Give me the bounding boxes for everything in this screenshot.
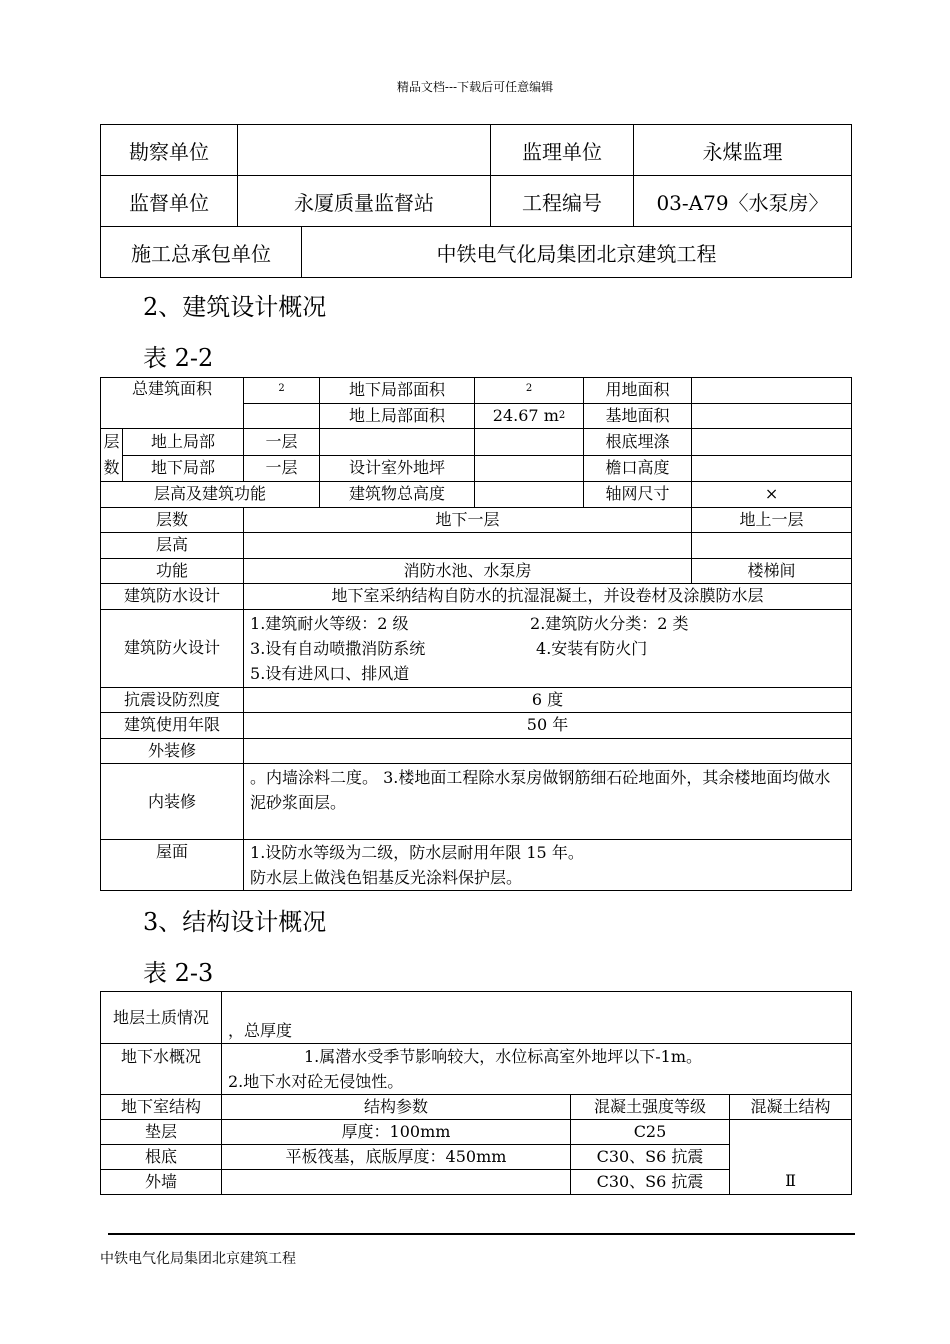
fire-label: 建筑防火设计 (101, 609, 244, 687)
fire-value: 1.建筑耐火等级：2 级 2.建筑防火分类：2 类 3.设有自动喷撒消防系统 4.安装有防火门 5.设有进风口、排风道 (244, 609, 852, 687)
floor-height-label: 层高 (101, 533, 244, 559)
waterproof-value: 地下室采纳结构自防水的抗湿混凝土，并设卷材及涂膜防水层 (244, 584, 852, 610)
grid-size-label: 轴网尺寸 (584, 482, 692, 508)
height-function-label: 层高及建筑功能 (101, 482, 320, 508)
total-height-label: 建筑物总高度 (320, 482, 475, 508)
total-area-sup: 2 (278, 383, 285, 394)
structure-table (100, 991, 852, 1195)
wall-params (222, 1170, 571, 1195)
service-life-value: 50 年 (244, 713, 852, 739)
exterior-label: 外装修 (101, 738, 244, 764)
interior-label: 内装修 (101, 764, 244, 840)
cushion-label: 垫层 (101, 1120, 222, 1145)
floors-label: 层数 (101, 429, 123, 482)
underground-one: 地下一层 (244, 507, 692, 533)
service-life-label: 建筑使用年限 (101, 713, 244, 739)
under-area-sup: 2 (525, 383, 533, 394)
under-part-label: 地下局部 (123, 455, 244, 482)
groundwater-label: 地下水概况 (101, 1044, 222, 1095)
contractor-label: 施工总承包单位 (101, 227, 302, 278)
architecture-table (100, 377, 852, 891)
interior-value: 。内墙涂料二度。 3.楼地面工程除水泵房做钢筋细石砼地面外，其余楼地面均做水泥砂浆面层。 (244, 764, 852, 840)
concrete-grade-label: 混凝土强度等级 (571, 1095, 730, 1120)
monitor-value: 永厦质量监督站 (238, 176, 491, 227)
land-area-label: 用地面积 (584, 378, 692, 404)
wall-grade: C30、S6 抗震 (571, 1170, 730, 1195)
project-no-label: 工程编号 (491, 176, 634, 227)
outdoor-ground-label: 设计室外地坪 (320, 455, 475, 482)
seismic-label: 抗震设防烈度 (101, 687, 244, 713)
soil-value: ，总厚度 (222, 992, 852, 1044)
roof-label: 屋面 (101, 840, 244, 891)
page-footer: 中铁电气化局集团北京建筑工程 (100, 1251, 296, 1267)
above-area-label: 地上局部面积 (320, 403, 475, 429)
waterproof-label: 建筑防水设计 (101, 584, 244, 610)
above-area-value: 24.67 $m^2$ (475, 403, 584, 429)
project-no-value: 03-A79〈水泵房〉 (634, 176, 852, 227)
base-area-label: 基地面积 (584, 403, 692, 429)
survey-value (238, 125, 491, 176)
grid-size-value: × (692, 482, 852, 508)
exterior-value (244, 738, 852, 764)
basement-label: 地下室结构 (101, 1095, 222, 1120)
foundation-depth-label: 根底埋涤 (584, 429, 692, 456)
footer-divider (108, 1233, 855, 1235)
contractor-value: 中铁电气化局集团北京建筑工程 (302, 227, 852, 278)
function-label: 功能 (101, 558, 244, 584)
floors-row-label: 层数 (101, 507, 244, 533)
concrete-struct-label: 混凝土结构 (730, 1095, 852, 1120)
section2-table-label: 表 2-2 (143, 344, 214, 372)
roof-value: 1.设防水等级为二级，防水层耐用年限 15 年。 防水层上做浅色铝基反光涂料保护层。 (244, 840, 852, 891)
eave-height-label: 檐口高度 (584, 455, 692, 482)
struct-value: Ⅱ (730, 1120, 852, 1195)
groundwater-value: 1.属潜水受季节影响较大，水位标高室外地坪以下-1m。 2.地下水对砼无侵蚀性。 (222, 1044, 852, 1095)
supervision-value: 永煤监理 (634, 125, 852, 176)
cushion-params: 厚度：100mm (222, 1120, 571, 1145)
total-area-label: 总建筑面积 (101, 378, 244, 429)
page-header: 精品文档---下载后可任意编辑 (396, 80, 554, 94)
section2-title: 2、建筑设计概况 (143, 293, 327, 321)
section3-table-label: 表 2-3 (143, 959, 214, 987)
supervision-label: 监理单位 (491, 125, 634, 176)
cushion-grade: C25 (571, 1120, 730, 1145)
function-above: 楼梯间 (692, 558, 852, 584)
project-info-table (100, 124, 852, 278)
under-part-value: 一层 (244, 455, 320, 482)
above-part-value: 一层 (244, 429, 320, 456)
aboveground-one: 地上一层 (692, 507, 852, 533)
function-under: 消防水池、水泵房 (244, 558, 692, 584)
params-label: 结构参数 (222, 1095, 571, 1120)
base-label: 根底 (101, 1145, 222, 1170)
above-part-label: 地上局部 (123, 429, 244, 456)
under-area-label: 地下局部面积 (320, 378, 475, 404)
base-grade: C30、S6 抗震 (571, 1145, 730, 1170)
survey-label: 勘察单位 (101, 125, 238, 176)
soil-label: 地层土质情况 (101, 992, 222, 1044)
seismic-value: 6 度 (244, 687, 852, 713)
section3-title: 3、结构设计概况 (143, 908, 327, 936)
monitor-label: 监督单位 (101, 176, 238, 227)
base-params: 平板筏基，底版厚度：450mm (222, 1145, 571, 1170)
wall-label: 外墙 (101, 1170, 222, 1195)
